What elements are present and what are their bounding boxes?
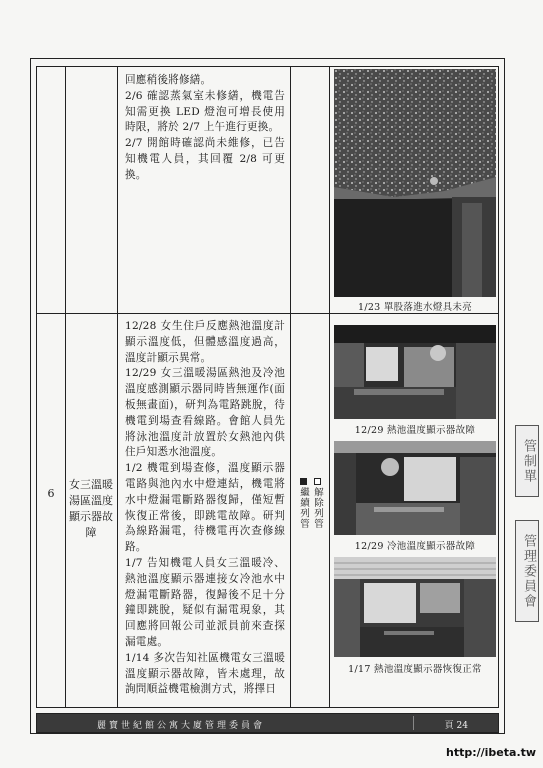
text-line: 1/14 多次告知社區機電女三溫暖溫度顯示器故障，皆未處理，故詢問順益機電檢測方式，將擇日 [125,651,285,696]
status-release[interactable] [312,478,322,529]
col-divider [329,67,330,707]
page-number: 頁 24 [444,721,468,731]
status-checkboxes [292,478,328,529]
table-frame [36,66,499,708]
footer-bar [36,713,499,733]
photo-caption: 12/29 冷池溫度顯示器故障 [354,541,476,552]
footer-title: 麗寶世紀館公寓大廈管理委員會 [97,721,266,731]
item-label: 女三溫暖湯區溫度顯示器故障 [69,478,113,539]
col-divider [117,67,118,707]
continued-row-text [125,73,285,184]
display-restored-photo [334,557,496,657]
text-line: 2/7 開館時確認尚未維修，已告知機電人員，其回覆 2/8 可更換。 [125,137,285,181]
checkbox[interactable] [300,478,307,485]
ceiling-lights-photo [334,69,496,297]
text-line: 12/28 女生住戶反應熱池溫度計顯示溫度低，但體感溫度過高，溫度計顯示異常。 [125,320,285,364]
row-divider [37,313,498,314]
photo-caption: 1/17 熱池溫度顯示器恢復正常 [348,664,482,675]
text-line: 12/29 女三溫暖湯區熱池及冷池溫度感測顯示器同時皆無運作(面板無畫面)，研判為電路跳脫，待機電到場查看線路。會館人員先將泳池溫度計放置於女熱池內供住戶知悉水池溫度。 [125,367,285,459]
cold-pool-display-photo [334,441,496,535]
row6-text [125,319,285,698]
checkbox[interactable] [314,478,321,485]
status-keep[interactable] [298,478,308,529]
status-label: 繼續列管 [298,487,309,529]
status-label: 解除列管 [312,487,323,529]
row-number: 6 [47,487,55,500]
photo-caption: 1/23 單股落進水燈具未亮 [357,302,473,313]
col-divider [290,67,291,707]
text-line: 1/2 機電到場查修，溫度顯示器電路與池內水中燈連結，機電將水中燈漏電斷路器復歸，僅短暫恢復正常後，即跳電故障。研判為線路漏電，待機電再次查修線路。 [125,462,285,554]
text-line: 回應稍後將修繕。 [125,74,212,86]
stamp: 管理委員會 [515,520,539,622]
text-line: 2/6 確認蒸氣室未修繕，機電告知需更換 LED 燈泡可增長使用時限，將於 2/7 上午進行更換。 [125,89,285,134]
watermark-text: http://ibeta.tw [446,746,537,759]
col-divider [65,67,66,707]
footer-divider [413,716,414,730]
text-line: 1/7 告知機電人員女三溫暖冷、熱池溫度顯示器連接女冷池水中燈漏電斷路器，復歸後不足十分鐘即跳脫，疑似有漏電現象，其回應將回報公司並派員前來查探漏電處。 [125,556,285,648]
photo-caption: 12/29 熱池溫度顯示器故障 [354,425,476,436]
hot-pool-display-photo [334,325,496,419]
stamp: 管制單 [515,425,539,497]
